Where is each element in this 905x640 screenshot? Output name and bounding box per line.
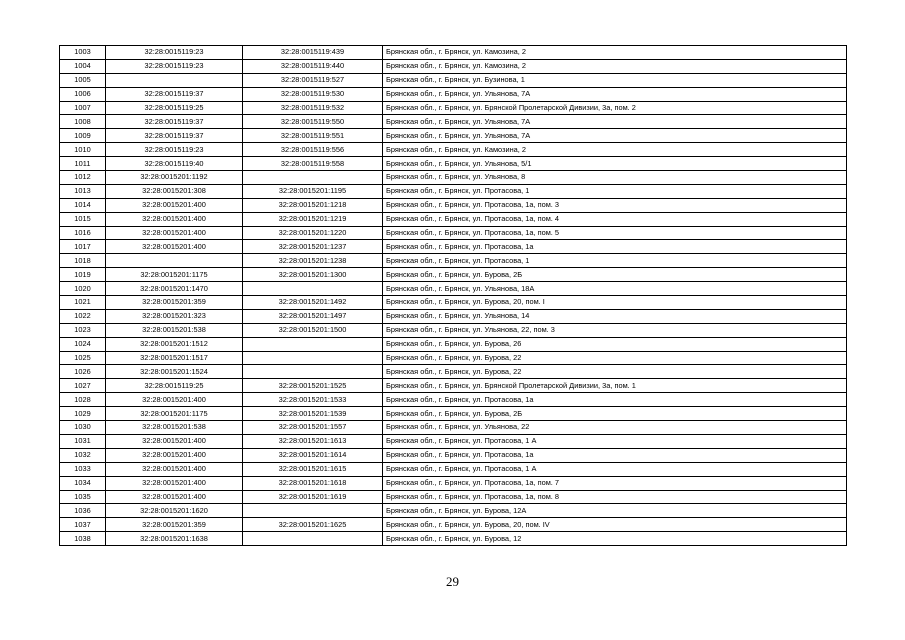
table-row xyxy=(60,337,847,351)
row-number-cell: 1038 xyxy=(60,532,106,546)
object-cadastral-number-cell: 32:28:0015119:530 xyxy=(243,87,383,101)
object-cadastral-number-cell xyxy=(243,365,383,379)
row-number-cell: 1014 xyxy=(60,198,106,212)
table-row xyxy=(60,379,847,393)
row-number-cell: 1035 xyxy=(60,490,106,504)
parcel-cadastral-number-cell: 32:28:0015201:1512 xyxy=(106,337,243,351)
table-row xyxy=(60,184,847,198)
parcel-cadastral-number-cell: 32:28:0015201:1638 xyxy=(106,532,243,546)
address-cell: Брянская обл., г. Брянск, ул. Протасова, 1 А xyxy=(383,462,847,476)
address-cell: Брянская обл., г. Брянск, ул. Бурова, 2Б xyxy=(383,268,847,282)
table-row xyxy=(60,407,847,421)
object-cadastral-number-cell: 32:28:0015119:558 xyxy=(243,157,383,171)
address-cell: Брянская обл., г. Брянск, ул. Протасова, 1 xyxy=(383,254,847,268)
parcel-cadastral-number-cell xyxy=(106,254,243,268)
table-row xyxy=(60,421,847,435)
parcel-cadastral-number-cell: 32:28:0015201:400 xyxy=(106,476,243,490)
address-cell: Брянская обл., г. Брянск, ул. Бурова, 2Б xyxy=(383,407,847,421)
address-cell: Брянская обл., г. Брянск, ул. Протасова, 1а, пом. 5 xyxy=(383,226,847,240)
row-number-cell: 1028 xyxy=(60,393,106,407)
parcel-cadastral-number-cell: 32:28:0015201:1620 xyxy=(106,504,243,518)
object-cadastral-number-cell: 32:28:0015119:439 xyxy=(243,46,383,60)
object-cadastral-number-cell xyxy=(243,532,383,546)
parcel-cadastral-number-cell: 32:28:0015119:37 xyxy=(106,87,243,101)
object-cadastral-number-cell: 32:28:0015201:1220 xyxy=(243,226,383,240)
parcel-cadastral-number-cell: 32:28:0015201:1175 xyxy=(106,407,243,421)
table-row xyxy=(60,87,847,101)
parcel-cadastral-number-cell: 32:28:0015201:400 xyxy=(106,490,243,504)
table-row xyxy=(60,198,847,212)
parcel-cadastral-number-cell: 32:28:0015119:23 xyxy=(106,143,243,157)
table-row xyxy=(60,434,847,448)
parcel-cadastral-number-cell: 32:28:0015201:400 xyxy=(106,212,243,226)
address-cell: Брянская обл., г. Брянск, ул. Ульянова, 7А xyxy=(383,87,847,101)
parcel-cadastral-number-cell: 32:28:0015201:538 xyxy=(106,421,243,435)
table-row xyxy=(60,296,847,310)
object-cadastral-number-cell: 32:28:0015119:440 xyxy=(243,59,383,73)
parcel-cadastral-number-cell xyxy=(106,73,243,87)
table-row xyxy=(60,448,847,462)
address-cell: Брянская обл., г. Брянск, ул. Протасова, 1а, пом. 8 xyxy=(383,490,847,504)
address-cell: Брянская обл., г. Брянск, ул. Камозина, 2 xyxy=(383,59,847,73)
row-number-cell: 1009 xyxy=(60,129,106,143)
address-cell: Брянская обл., г. Брянск, ул. Ульянова, 7А xyxy=(383,115,847,129)
object-cadastral-number-cell: 32:28:0015119:550 xyxy=(243,115,383,129)
table-row xyxy=(60,504,847,518)
row-number-cell: 1020 xyxy=(60,282,106,296)
object-cadastral-number-cell: 32:28:0015201:1618 xyxy=(243,476,383,490)
object-cadastral-number-cell: 32:28:0015201:1615 xyxy=(243,462,383,476)
address-cell: Брянская обл., г. Брянск, ул. Протасова, 1а xyxy=(383,240,847,254)
parcel-cadastral-number-cell: 32:28:0015201:400 xyxy=(106,198,243,212)
object-cadastral-number-cell xyxy=(243,171,383,185)
object-cadastral-number-cell: 32:28:0015119:556 xyxy=(243,143,383,157)
address-cell: Брянская обл., г. Брянск, ул. Бурова, 12А xyxy=(383,504,847,518)
row-number-cell: 1021 xyxy=(60,296,106,310)
address-cell: Брянская обл., г. Брянск, ул. Бурова, 12 xyxy=(383,532,847,546)
object-cadastral-number-cell xyxy=(243,351,383,365)
table-row xyxy=(60,46,847,60)
address-cell: Брянская обл., г. Брянск, ул. Ульянова, 8 xyxy=(383,171,847,185)
table-row xyxy=(60,476,847,490)
address-cell: Брянская обл., г. Брянск, ул. Камозина, 2 xyxy=(383,46,847,60)
row-number-cell: 1032 xyxy=(60,448,106,462)
parcel-cadastral-number-cell: 32:28:0015119:23 xyxy=(106,59,243,73)
object-cadastral-number-cell: 32:28:0015201:1219 xyxy=(243,212,383,226)
object-cadastral-number-cell: 32:28:0015201:1613 xyxy=(243,434,383,448)
row-number-cell: 1015 xyxy=(60,212,106,226)
object-cadastral-number-cell: 32:28:0015201:1533 xyxy=(243,393,383,407)
object-cadastral-number-cell: 32:28:0015201:1218 xyxy=(243,198,383,212)
table-row xyxy=(60,143,847,157)
table-row xyxy=(60,462,847,476)
object-cadastral-number-cell: 32:28:0015201:1614 xyxy=(243,448,383,462)
object-cadastral-number-cell: 32:28:0015201:1237 xyxy=(243,240,383,254)
table-row xyxy=(60,268,847,282)
parcel-cadastral-number-cell: 32:28:0015201:1175 xyxy=(106,268,243,282)
row-number-cell: 1025 xyxy=(60,351,106,365)
address-cell: Брянская обл., г. Брянск, ул. Протасова, 1 xyxy=(383,184,847,198)
table-row xyxy=(60,115,847,129)
object-cadastral-number-cell: 32:28:0015201:1500 xyxy=(243,323,383,337)
address-cell: Брянская обл., г. Брянск, ул. Протасова, 1 А xyxy=(383,434,847,448)
object-cadastral-number-cell: 32:28:0015201:1525 xyxy=(243,379,383,393)
row-number-cell: 1013 xyxy=(60,184,106,198)
row-number-cell: 1019 xyxy=(60,268,106,282)
address-cell: Брянская обл., г. Брянск, ул. Бурова, 26 xyxy=(383,337,847,351)
table-row xyxy=(60,73,847,87)
row-number-cell: 1030 xyxy=(60,421,106,435)
table-row xyxy=(60,129,847,143)
parcel-cadastral-number-cell: 32:28:0015119:37 xyxy=(106,115,243,129)
address-cell: Брянская обл., г. Брянск, ул. Бурова, 20, пом. I xyxy=(383,296,847,310)
parcel-cadastral-number-cell: 32:28:0015201:1192 xyxy=(106,171,243,185)
address-cell: Брянская обл., г. Брянск, ул. Протасова, 1а, пом. 3 xyxy=(383,198,847,212)
address-cell: Брянская обл., г. Брянск, ул. Протасова, 1а, пом. 7 xyxy=(383,476,847,490)
object-cadastral-number-cell: 32:28:0015201:1619 xyxy=(243,490,383,504)
address-cell: Брянская обл., г. Брянск, ул. Ульянова, 7А xyxy=(383,129,847,143)
address-cell: Брянская обл., г. Брянск, ул. Ульянова, 5/1 xyxy=(383,157,847,171)
table-row xyxy=(60,212,847,226)
address-cell: Брянская обл., г. Брянск, ул. Ульянова, 18А xyxy=(383,282,847,296)
object-cadastral-number-cell: 32:28:0015201:1492 xyxy=(243,296,383,310)
address-cell: Брянская обл., г. Брянск, ул. Ульянова, 14 xyxy=(383,309,847,323)
object-cadastral-number-cell: 32:28:0015201:1497 xyxy=(243,309,383,323)
parcel-cadastral-number-cell: 32:28:0015119:23 xyxy=(106,46,243,60)
parcel-cadastral-number-cell: 32:28:0015119:25 xyxy=(106,101,243,115)
table-row xyxy=(60,171,847,185)
registry-table xyxy=(59,45,847,546)
address-cell: Брянская обл., г. Брянск, ул. Протасова, 1а xyxy=(383,393,847,407)
address-cell: Брянская обл., г. Брянск, ул. Бузинова, 1 xyxy=(383,73,847,87)
address-cell: Брянская обл., г. Брянск, ул. Брянской Пролетарской Дивизии, 3а, пом. 2 xyxy=(383,101,847,115)
row-number-cell: 1029 xyxy=(60,407,106,421)
registry-table-body xyxy=(60,46,847,546)
parcel-cadastral-number-cell: 32:28:0015201:400 xyxy=(106,462,243,476)
table-row xyxy=(60,323,847,337)
object-cadastral-number-cell: 32:28:0015119:527 xyxy=(243,73,383,87)
parcel-cadastral-number-cell: 32:28:0015119:37 xyxy=(106,129,243,143)
object-cadastral-number-cell: 32:28:0015201:1625 xyxy=(243,518,383,532)
parcel-cadastral-number-cell: 32:28:0015201:359 xyxy=(106,296,243,310)
row-number-cell: 1007 xyxy=(60,101,106,115)
parcel-cadastral-number-cell: 32:28:0015201:1524 xyxy=(106,365,243,379)
object-cadastral-number-cell: 32:28:0015201:1539 xyxy=(243,407,383,421)
parcel-cadastral-number-cell: 32:28:0015201:1517 xyxy=(106,351,243,365)
row-number-cell: 1012 xyxy=(60,171,106,185)
table-row xyxy=(60,532,847,546)
row-number-cell: 1005 xyxy=(60,73,106,87)
row-number-cell: 1003 xyxy=(60,46,106,60)
table-row xyxy=(60,365,847,379)
row-number-cell: 1026 xyxy=(60,365,106,379)
table-row xyxy=(60,282,847,296)
address-cell: Брянская обл., г. Брянск, ул. Камозина, 2 xyxy=(383,143,847,157)
row-number-cell: 1036 xyxy=(60,504,106,518)
table-row xyxy=(60,157,847,171)
address-cell: Брянская обл., г. Брянск, ул. Протасова, 1а, пом. 4 xyxy=(383,212,847,226)
row-number-cell: 1034 xyxy=(60,476,106,490)
object-cadastral-number-cell: 32:28:0015201:1238 xyxy=(243,254,383,268)
object-cadastral-number-cell xyxy=(243,504,383,518)
table-row xyxy=(60,254,847,268)
row-number-cell: 1016 xyxy=(60,226,106,240)
parcel-cadastral-number-cell: 32:28:0015201:323 xyxy=(106,309,243,323)
table-row xyxy=(60,226,847,240)
parcel-cadastral-number-cell: 32:28:0015119:40 xyxy=(106,157,243,171)
row-number-cell: 1004 xyxy=(60,59,106,73)
row-number-cell: 1017 xyxy=(60,240,106,254)
row-number-cell: 1008 xyxy=(60,115,106,129)
address-cell: Брянская обл., г. Брянск, ул. Ульянова, 22 xyxy=(383,421,847,435)
row-number-cell: 1022 xyxy=(60,309,106,323)
parcel-cadastral-number-cell: 32:28:0015201:359 xyxy=(106,518,243,532)
address-cell: Брянская обл., г. Брянск, ул. Протасова, 1а xyxy=(383,448,847,462)
object-cadastral-number-cell xyxy=(243,337,383,351)
parcel-cadastral-number-cell: 32:28:0015201:400 xyxy=(106,393,243,407)
page-number: 29 xyxy=(446,574,459,589)
address-cell: Брянская обл., г. Брянск, ул. Бурова, 22 xyxy=(383,351,847,365)
address-cell: Брянская обл., г. Брянск, ул. Бурова, 22 xyxy=(383,365,847,379)
row-number-cell: 1033 xyxy=(60,462,106,476)
row-number-cell: 1031 xyxy=(60,434,106,448)
table-row xyxy=(60,393,847,407)
address-cell: Брянская обл., г. Брянск, ул. Ульянова, 22, пом. 3 xyxy=(383,323,847,337)
table-row xyxy=(60,518,847,532)
parcel-cadastral-number-cell: 32:28:0015119:25 xyxy=(106,379,243,393)
object-cadastral-number-cell xyxy=(243,282,383,296)
table-row xyxy=(60,59,847,73)
parcel-cadastral-number-cell: 32:28:0015201:400 xyxy=(106,448,243,462)
table-row xyxy=(60,240,847,254)
object-cadastral-number-cell: 32:28:0015201:1300 xyxy=(243,268,383,282)
parcel-cadastral-number-cell: 32:28:0015201:400 xyxy=(106,240,243,254)
row-number-cell: 1024 xyxy=(60,337,106,351)
row-number-cell: 1027 xyxy=(60,379,106,393)
parcel-cadastral-number-cell: 32:28:0015201:308 xyxy=(106,184,243,198)
parcel-cadastral-number-cell: 32:28:0015201:400 xyxy=(106,434,243,448)
parcel-cadastral-number-cell: 32:28:0015201:400 xyxy=(106,226,243,240)
table-row xyxy=(60,490,847,504)
table-row xyxy=(60,309,847,323)
parcel-cadastral-number-cell: 32:28:0015201:538 xyxy=(106,323,243,337)
parcel-cadastral-number-cell: 32:28:0015201:1470 xyxy=(106,282,243,296)
row-number-cell: 1018 xyxy=(60,254,106,268)
row-number-cell: 1023 xyxy=(60,323,106,337)
table-row xyxy=(60,101,847,115)
object-cadastral-number-cell: 32:28:0015119:532 xyxy=(243,101,383,115)
object-cadastral-number-cell: 32:28:0015119:551 xyxy=(243,129,383,143)
row-number-cell: 1037 xyxy=(60,518,106,532)
address-cell: Брянская обл., г. Брянск, ул. Брянской Пролетарской Дивизии, 3а, пом. 1 xyxy=(383,379,847,393)
row-number-cell: 1010 xyxy=(60,143,106,157)
object-cadastral-number-cell: 32:28:0015201:1557 xyxy=(243,421,383,435)
row-number-cell: 1006 xyxy=(60,87,106,101)
table-row xyxy=(60,351,847,365)
address-cell: Брянская обл., г. Брянск, ул. Бурова, 20, пом. IV xyxy=(383,518,847,532)
row-number-cell: 1011 xyxy=(60,157,106,171)
object-cadastral-number-cell: 32:28:0015201:1195 xyxy=(243,184,383,198)
